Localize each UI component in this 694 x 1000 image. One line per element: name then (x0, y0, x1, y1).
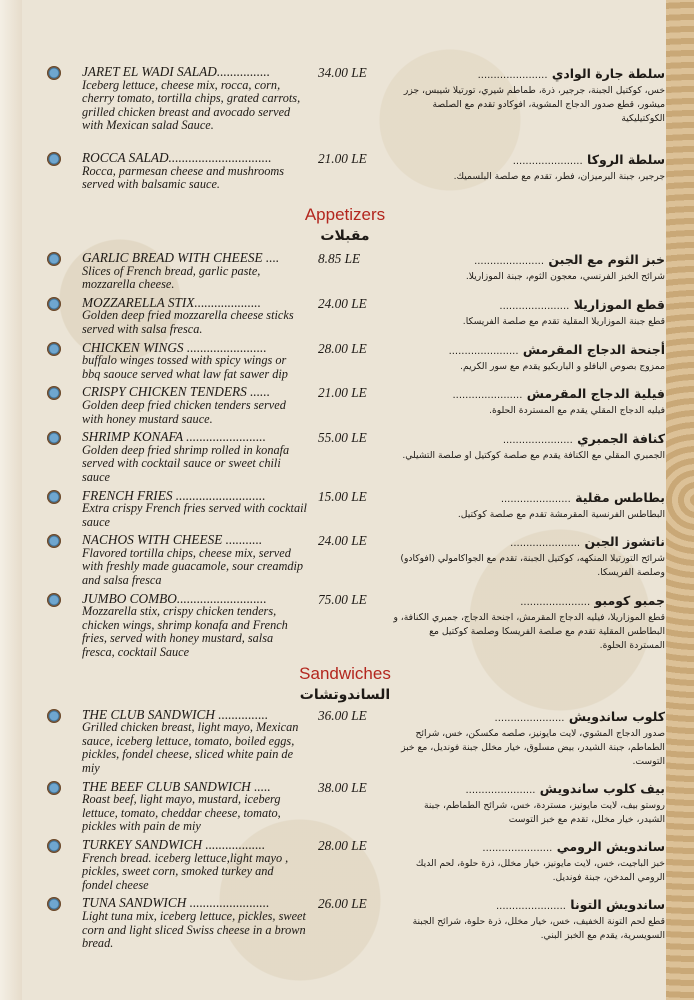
leader-dots: ...................... (520, 596, 591, 608)
item-name-ar: بيف كلوب ساندويش (539, 780, 665, 796)
bullet-badge-icon (47, 839, 61, 853)
item-price: 55.00 LE (318, 430, 367, 446)
item-english (82, 838, 307, 892)
leader-dots: ...................... (477, 70, 548, 81)
item-description-ar: البطاطس الفرنسية المقرمشة تقدم مع صلصة كوكتيل. (457, 508, 665, 520)
menu-item (0, 430, 694, 484)
item-description-ar: فيليه الدجاج المقلي يقدم مع المستردة الحلوة. (489, 405, 665, 417)
leader-dots: ...................... (496, 901, 566, 913)
item-name-ar: بطاطس مقلية (575, 489, 665, 505)
item-name-ar: جمبو كومبو (594, 592, 665, 608)
item-arabic (393, 896, 665, 943)
menu-item (0, 838, 694, 892)
item-price: 75.00 LE (318, 591, 367, 607)
item-name-ar: كلوب ساندويش (568, 708, 665, 724)
item-name: CRISPY CHICKEN TENDERS ...... (82, 384, 271, 400)
item-price: 28.00 LE (318, 837, 367, 853)
item-name: NACHOS WITH CHEESE ........... (82, 532, 263, 548)
menu-item (0, 251, 694, 292)
menu-item (0, 489, 694, 530)
menu-item (0, 592, 694, 660)
menu-item (0, 896, 694, 950)
item-price: 21.00 LE (318, 385, 367, 401)
item-price: 26.00 LE (318, 896, 367, 912)
item-arabic (393, 341, 665, 374)
item-description-ar: قطع لحم التونة الخفيف، خس، خيار مخلل، ذرة حلوة، شرائح الجبنة السويسرية، يقدم مع الخبز البني. (412, 916, 665, 942)
item-description-ar: صدور الدجاج المشوي، لايت مايونيز، صلصه مكسكن، خس، شرائح الطماطم، جبنة الشيدر، بيض مسلوق، خيار مخلل جبنة فونديل، مع خبز التوست. (401, 727, 665, 767)
leader-dots: ...................... (482, 842, 553, 854)
menu-item (0, 385, 694, 426)
item-name: FRENCH FRIES ........................... (82, 487, 266, 503)
leader-dots: ...................... (512, 156, 583, 167)
leader-dots: ...................... (452, 390, 523, 402)
item-name-ar: كنافة الجمبري (577, 431, 665, 447)
item-description: Rocca, parmesan cheese and mushrooms served with balsamic sauce. (82, 163, 285, 192)
bullet-badge-icon (47, 593, 61, 607)
leader-dots: ...................... (494, 712, 565, 724)
leader-dots: ...................... (499, 300, 570, 312)
item-name: MOZZARELLA STIX.................... (82, 294, 261, 310)
item-price: 21.00 LE (318, 151, 367, 166)
item-description: Golden deep fried mozzarella cheese sticks served with salsa fresca. (82, 308, 294, 336)
item-description: Golden deep fried shrimp rolled in konafa served with cocktail sauce or sweet chili sauce (82, 442, 290, 484)
item-description-ar: شرائح التورتيلا المنكهه، كوكتيل الجبنة، تقدم مع الجواكامولي (افوكادو) وصلصة الفريسكا. (400, 553, 665, 579)
item-description: Light tuna mix, iceberg lettuce, pickles, sweet corn and light sliced Swiss cheese in a brown bread. (82, 908, 306, 951)
item-description: Roast beef, light mayo, mustard, iceberg lettuce, tomato, cheddar cheese, tomato, pickles with pain de miy (82, 792, 281, 834)
leader-dots: ...................... (474, 256, 544, 267)
bullet-badge-icon (47, 152, 61, 166)
item-name-ar: أجنحة الدجاج المقرمش (522, 341, 665, 357)
leader-dots: ...................... (502, 435, 573, 447)
bullet-badge-icon (47, 709, 61, 723)
item-price: 38.00 LE (318, 779, 367, 795)
item-english (82, 592, 307, 660)
item-description: Golden deep fried chicken tenders served with honey mustard sauce. (82, 397, 286, 426)
bullet-badge-icon (47, 490, 61, 504)
item-name: TURKEY SANDWICH .................. (82, 836, 266, 852)
item-price: 15.00 LE (318, 488, 367, 504)
item-arabic (393, 430, 665, 463)
item-name-ar: سلطة الروكا (587, 152, 665, 167)
item-arabic (393, 489, 665, 522)
leader-dots: ...................... (510, 538, 581, 550)
item-name-ar: ساندويش الرومي (556, 838, 665, 854)
item-description-ar: الجمبري المقلي مع الكنافة يقدم مع صلصة كوكتيل او صلصة التشيلي. (402, 450, 665, 462)
item-description-ar: خبز الباجيت، خس، لايت مايونيز، خيار مخلل، ذرة حلوة، لحم الديك الرومي المدخن، جبنة فونديل. (415, 857, 665, 883)
item-name: JARET EL WADI SALAD................ (82, 64, 271, 79)
menu-item (0, 296, 694, 337)
menu-item (0, 65, 694, 133)
leader-dots: ...................... (448, 345, 519, 357)
item-name: THE BEEF CLUB SANDWICH ..... (82, 778, 271, 794)
item-name-ar: فيلية الدجاج المقرمش (526, 386, 665, 402)
item-arabic (393, 65, 665, 126)
item-description: Iceberg lettuce, cheese mix, rocca, corn, cherry tomato, tortilla chips, grated carrots, grilled chicken breast and avocado served with Mexican salad Sauce. (82, 77, 301, 133)
section-title-en: Appetizers (304, 205, 386, 224)
item-price: 8.85 LE (318, 251, 361, 266)
section-header-appetizers (290, 205, 400, 245)
item-description: buffalo winges tossed with spicy wings or bbq saouce served what law fat sawer dip (82, 353, 288, 381)
item-name: JUMBO COMBO........................... (82, 590, 267, 606)
item-arabic (393, 385, 665, 418)
menu-item (0, 708, 694, 776)
item-name: TUNA SANDWICH ........................ (82, 895, 270, 911)
item-english (82, 296, 307, 337)
item-arabic (393, 151, 665, 184)
item-name-ar: خبز الثوم مع الجبن (548, 252, 665, 267)
item-english (82, 489, 307, 530)
item-description-ar: قطع جبنة الموزاريلا المقلية تقدم مع صلصة الفريسكا. (462, 315, 665, 327)
item-description: Mozzarella stix, crispy chicken tenders, chicken wings, shrimp konafa and French fries, served with honey mustard, salsa fresca, cocktail Sauce (82, 604, 288, 660)
menu-item (0, 780, 694, 834)
item-arabic (393, 533, 665, 580)
item-description: Extra crispy French fries served with cocktail sauce (82, 501, 307, 529)
item-arabic (393, 780, 665, 827)
item-arabic (393, 592, 665, 653)
item-description-ar: روستو بيف، لايت مايونيز، مستردة، خس، شرائح الطماطم، جبنة الشيدر، خيار مخلل، تقدم مع خبز التوست (423, 799, 665, 825)
leader-dots: ...................... (465, 784, 536, 796)
item-arabic (393, 838, 665, 885)
section-title-en: Sandwiches (299, 663, 391, 683)
section-header-sandwiches (290, 664, 400, 704)
item-price: 34.00 LE (318, 65, 367, 80)
item-description-ar: جرجير، جبنة البرميزان، فطر، تقدم مع صلصة البلسميك. (453, 171, 665, 182)
section-title-ar: الساندوتشات (299, 686, 391, 703)
item-english (82, 385, 307, 426)
item-name: CHICKEN WINGS ........................ (82, 339, 267, 355)
bullet-badge-icon (47, 897, 61, 911)
item-english (82, 533, 307, 587)
item-arabic (393, 708, 665, 769)
item-description-ar: خس، كوكتيل الجبنة، جرجير، ذرة، طماطم شيري، تورتيلا شيبس، جزر ميشور، قطع صدور الدجاج المشوية، افوكادو تقدم مع الصلصة الكوكتيليكية (403, 85, 665, 124)
menu-item (0, 533, 694, 587)
item-english (82, 151, 307, 192)
item-description-ar: ممزوج بصوص البافلو و الباربكيو يقدم مع سور الكريم. (460, 360, 665, 372)
item-name: THE CLUB SANDWICH ............... (82, 706, 269, 722)
item-price: 28.00 LE (318, 340, 367, 356)
item-name-ar: ناتشوز الجبن (584, 534, 665, 550)
item-arabic (393, 251, 665, 284)
item-english (82, 65, 307, 133)
bullet-badge-icon (47, 342, 61, 356)
item-description: Flavored tortilla chips, cheese mix, served with freshly made guacamole, sour creamdip and salsa fresca (82, 545, 304, 588)
item-description-ar: قطع الموزاريلا، فيليه الدجاج المقرمش، اجنحة الدجاج، جمبري الكنافة، و البطاطس المقلية تقدم مع صلصة الفريسكا وصلصة كوكتيل مع المستردة الحلوة. (393, 611, 665, 651)
bullet-badge-icon (47, 66, 61, 80)
menu-item (0, 151, 694, 192)
item-arabic (393, 296, 665, 329)
item-english (82, 896, 307, 950)
bullet-badge-icon (47, 386, 61, 400)
item-english (82, 251, 307, 292)
item-name: GARLIC BREAD WITH CHEESE .... (82, 250, 280, 265)
item-description: Grilled chicken breast, light mayo, Mexican sauce, iceberg lettuce, tomato, boiled eggs, pickles, fondel cheese, sliced white pain de miy (82, 720, 299, 775)
item-english (82, 430, 307, 484)
menu-item (0, 341, 694, 382)
bullet-badge-icon (47, 297, 61, 311)
item-name-ar: ساندويش التونا (570, 897, 665, 913)
item-price: 24.00 LE (318, 533, 367, 549)
item-english (82, 708, 307, 776)
item-name: ROCCA SALAD............................... (82, 150, 272, 165)
item-name-ar: قطع الموزاريلا (573, 296, 665, 312)
item-price: 24.00 LE (318, 295, 367, 311)
section-title-ar: مقبلات (320, 228, 370, 244)
bullet-badge-icon (47, 252, 61, 266)
item-price: 36.00 LE (318, 707, 367, 723)
item-description-ar: شرائح الخبز الفرنسي، معجون الثوم، جبنة الموزاريلا. (465, 271, 665, 282)
item-description: Slices of French bread, garlic paste, mozzarella cheese. (82, 263, 261, 292)
item-english (82, 780, 307, 834)
item-description: French bread. iceberg lettuce,light mayo , pickles, sweet corn, smoked turkey and fondel cheese (82, 850, 289, 892)
bullet-badge-icon (47, 534, 61, 548)
item-name-ar: سلطة جارة الوادي (551, 66, 665, 81)
bullet-badge-icon (47, 431, 61, 445)
item-english (82, 341, 307, 382)
item-name: SHRIMP KONAFA ........................ (82, 429, 266, 445)
leader-dots: ...................... (500, 493, 571, 505)
bullet-badge-icon (47, 781, 61, 795)
